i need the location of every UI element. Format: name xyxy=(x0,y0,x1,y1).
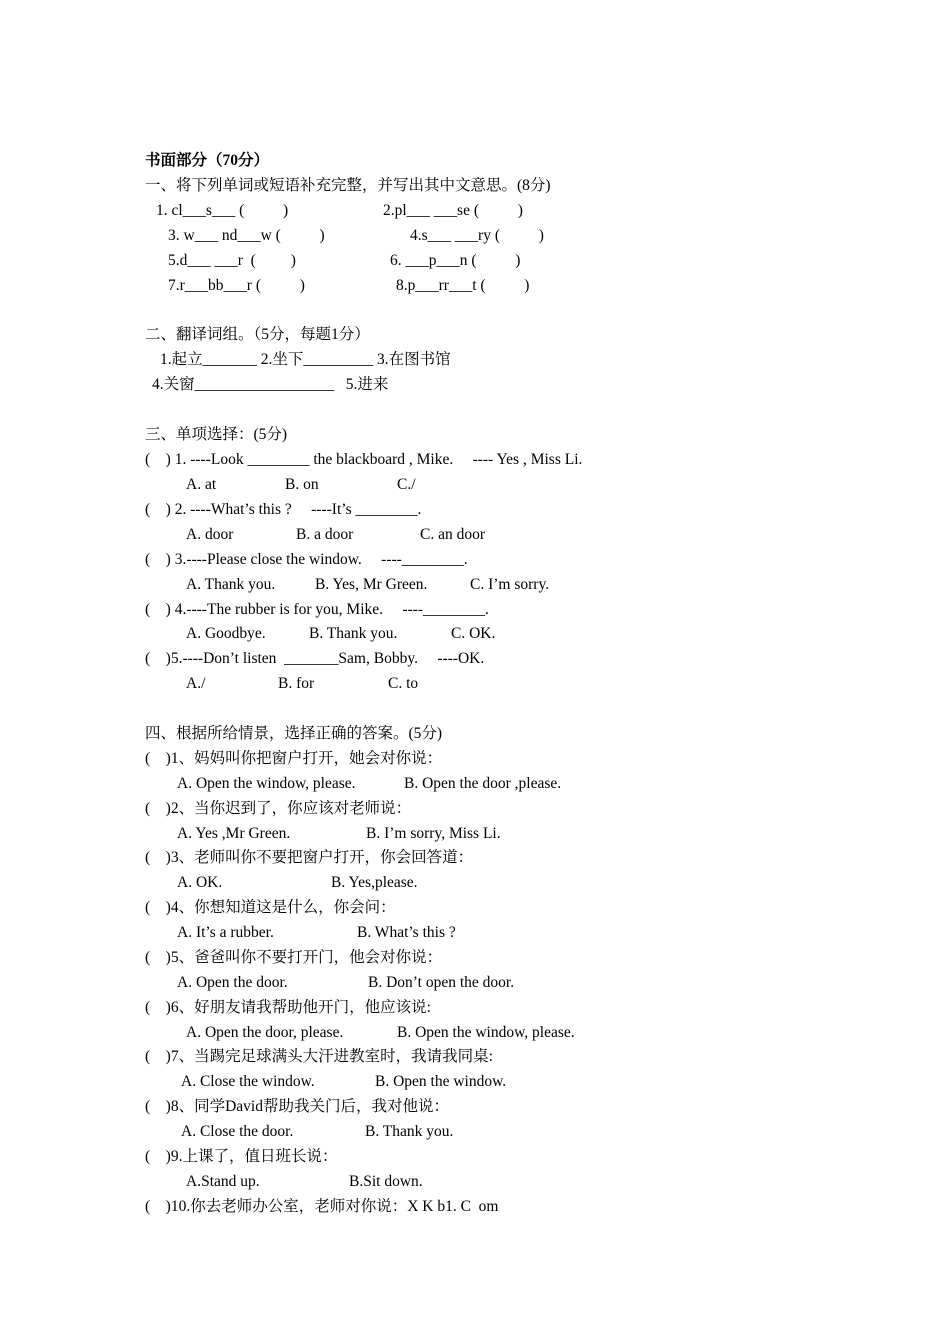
s4-q5-option-a: A. Open the door. xyxy=(177,974,288,991)
s4-q6-option-b: B. Open the window, please. xyxy=(397,1024,575,1041)
s1-item-1: 1. cl___s___ ( ) xyxy=(156,202,289,219)
s2-line-2: 4.关窗__________________ 5.进来 xyxy=(152,376,389,393)
s4-question-4: ( )4、你想知道这是什么，你会问： xyxy=(145,899,396,916)
s1-item-2: 2.pl___ ___se ( ) xyxy=(383,202,523,219)
s3-question-1: ( ) 1. ----Look ________ the blackboard , Mike. ---- Yes , Miss Li. xyxy=(145,451,583,468)
s4-q4-option-a: A. It’s a rubber. xyxy=(177,924,274,941)
s4-question-2: ( )2、当你迟到了，你应该对老师说： xyxy=(145,800,412,817)
s4-q1-option-a: A. Open the window, please. xyxy=(177,775,356,792)
s3-q5-option-b: B. for xyxy=(278,675,315,692)
s3-q1-option-c: C./ xyxy=(397,476,416,493)
s4-q7-option-b: B. Open the window. xyxy=(375,1073,507,1090)
s3-q1-option-b: B. on xyxy=(285,476,319,493)
s4-q2-option-a: A. Yes ,Mr Green. xyxy=(177,825,291,842)
s1-item-4: 4.s___ ___ry ( ) xyxy=(410,227,544,244)
s3-q2-option-c: C. an door xyxy=(420,526,486,543)
section-3-heading: 三、单项选择：(5分) xyxy=(145,426,288,443)
s4-question-1: ( )1、妈妈叫你把窗户打开，她会对你说： xyxy=(145,750,443,767)
s4-question-7: ( )7、当踢完足球满头大汗进教室时，我请我同桌: xyxy=(145,1048,493,1065)
s3-question-2: ( ) 2. ----What’s this ? ----It’s ________. xyxy=(145,501,422,518)
s4-q5-option-b: B. Don’t open the door. xyxy=(368,974,515,991)
s2-line-1: 1.起立_______ 2.坐下_________ 3.在图书馆 xyxy=(160,351,451,368)
s3-q3-option-c: C. I’m sorry. xyxy=(470,576,550,593)
s4-q3-option-b: B. Yes,please. xyxy=(331,874,418,891)
s1-item-3: 3. w___ nd___w ( ) xyxy=(168,227,325,244)
s4-question-8: ( )8、同学David帮助我关门后，我对他说： xyxy=(145,1098,449,1115)
s1-item-5: 5.d___ ___r ( ) xyxy=(168,252,296,269)
s3-q5-option-a: A./ xyxy=(186,675,206,692)
s1-item-7: 7.r___bb___r ( ) xyxy=(168,277,305,294)
s4-question-10: ( )10.你去老师办公室，老师对你说：X K b1. C om xyxy=(145,1198,499,1215)
s4-q4-option-b: B. What’s this ? xyxy=(357,924,456,941)
section-1-heading: 一、将下列单词或短语补充完整，并写出其中文意思。(8分) xyxy=(145,177,551,194)
section-4-heading: 四、根据所给情景，选择正确的答案。(5分) xyxy=(145,725,443,742)
s4-q9-option-b: B.Sit down. xyxy=(349,1173,423,1190)
s4-question-3: ( )3、老师叫你不要把窗户打开，你会回答道： xyxy=(145,849,474,866)
s4-question-9: ( )9.上课了，值日班长说： xyxy=(145,1148,338,1165)
s1-item-8: 8.p___rr___t ( ) xyxy=(396,277,530,294)
s4-q2-option-b: B. I’m sorry, Miss Li. xyxy=(366,825,501,842)
s4-q6-option-a: A. Open the door, please. xyxy=(186,1024,344,1041)
s3-q4-option-a: A. Goodbye. xyxy=(186,625,266,642)
page-title: 书面部分（70分） xyxy=(145,152,270,169)
s4-q9-option-a: A.Stand up. xyxy=(186,1173,260,1190)
s3-q2-option-a: A. door xyxy=(186,526,234,543)
s4-question-5: ( )5、爸爸叫你不要打开门，他会对你说： xyxy=(145,949,443,966)
s4-q8-option-a: A. Close the door. xyxy=(181,1123,294,1140)
s3-question-5: ( )5.----Don’t listen _______Sam, Bobby. ----OK. xyxy=(145,650,485,667)
s1-item-6: 6. ___p___n ( ) xyxy=(390,252,521,269)
s3-question-4: ( ) 4.----The rubber is for you, Mike. ----________. xyxy=(145,601,489,618)
s4-q1-option-b: B. Open the door ,please. xyxy=(404,775,562,792)
section-2-heading: 二、翻译词组。（5分，每题1分） xyxy=(145,326,370,343)
s3-q5-option-c: C. to xyxy=(388,675,419,692)
s3-q2-option-b: B. a door xyxy=(296,526,354,543)
s4-question-6: ( )6、好朋友请我帮助他开门，他应该说: xyxy=(145,999,431,1016)
s3-question-3: ( ) 3.----Please close the window. ----________. xyxy=(145,551,468,568)
s3-q3-option-a: A. Thank you. xyxy=(186,576,276,593)
s3-q3-option-b: B. Yes, Mr Green. xyxy=(315,576,428,593)
s4-q7-option-a: A. Close the window. xyxy=(181,1073,315,1090)
s4-q3-option-a: A. OK. xyxy=(177,874,223,891)
s4-q8-option-b: B. Thank you. xyxy=(365,1123,454,1140)
s3-q4-option-b: B. Thank you. xyxy=(309,625,398,642)
s3-q4-option-c: C. OK. xyxy=(451,625,496,642)
s3-q1-option-a: A. at xyxy=(186,476,217,493)
